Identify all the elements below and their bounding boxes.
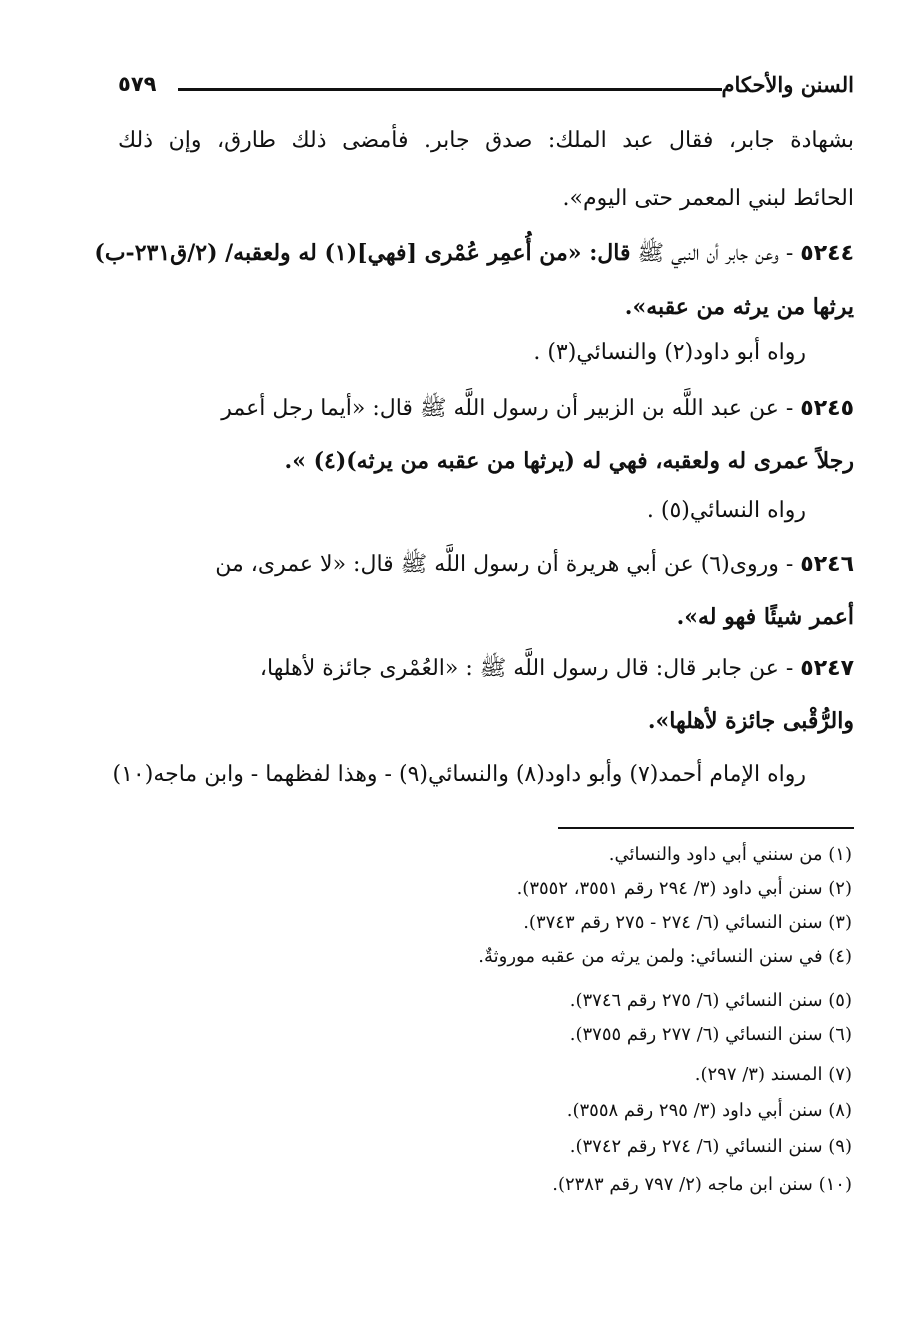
hadith-text: وروى(٦) عن أبي هريرة أن رسول اللَّه ﷺ قال: «لا عمرى، من	[215, 552, 779, 577]
hadith-intro: - وعن جابر أن النبي ﷺ	[637, 241, 794, 266]
hadith-number: ٥٢٤٦	[800, 552, 854, 577]
page-number: ٥٧٩	[118, 72, 157, 96]
footnote: (٩) سنن النسائي (٦/ ٢٧٤ رقم ٣٧٤٢).	[569, 1136, 852, 1157]
footnote: (٣) سنن النسائي (٦/ ٢٧٤ - ٢٧٥ رقم ٣٧٤٣).	[523, 912, 852, 933]
narration-line: رواه النسائي(٥) .	[646, 498, 806, 523]
footnote: (٦) سنن النسائي (٦/ ٢٧٧ رقم ٣٧٥٥).	[569, 1024, 852, 1045]
body-line: رجلاً عمرى له ولعقبه، فهي له (يرثها من عقبه من يرثه)(٤) ».	[284, 448, 854, 474]
hadith-5247-line-1: ٥٢٤٧ - عن جابر قال: قال رسول اللَّه ﷺ : «العُمْرى جائزة لأهلها،	[259, 656, 854, 681]
body-line: والرُّقْبى جائزة لأهلها».	[647, 708, 854, 734]
hadith-text: عن جابر قال: قال رسول اللَّه ﷺ : «العُمْرى جائزة لأهلها،	[259, 656, 779, 681]
body-line: بشهادة جابر، فقال عبد الملك: صدق جابر. فأمضى ذلك طارق، وإن ذلك	[118, 128, 854, 153]
narration-line: رواه الإمام أحمد(٧) وأبو داود(٨) والنسائي(٩) - وهذا لفظهما - وابن ماجه(١٠)	[112, 762, 806, 787]
footnote: (٤) في سنن النسائي: ولمن يرثه من عقبه موروثةٌ.	[478, 946, 852, 967]
narration-line: رواه أبو داود(٢) والنسائي(٣) .	[533, 340, 806, 365]
footnote: (٨) سنن أبي داود (٣/ ٢٩٥ رقم ٣٥٥٨).	[566, 1100, 852, 1121]
footnote: (٧) المسند (٣/ ٢٩٧).	[694, 1064, 852, 1085]
footnote: (٥) سنن النسائي (٦/ ٢٧٥ رقم ٣٧٤٦).	[569, 990, 852, 1011]
hadith-text: عن عبد اللَّه بن الزبير أن رسول اللَّه ﷺ قال: «أيما رجل أعمر	[221, 396, 779, 421]
hadith-5244-line-1	[0, 236, 854, 271]
hadith-5246-line-1: ٥٢٤٦ - وروى(٦) عن أبي هريرة أن رسول اللَّه ﷺ قال: «لا عمرى، من	[215, 552, 854, 577]
running-header	[118, 72, 854, 106]
hadith-number: ٥٢٤٧	[800, 656, 854, 681]
body-line: أعمر شيئًا فهو له».	[676, 604, 854, 630]
footnote: (٢) سنن أبي داود (٣/ ٢٩٤ رقم ٣٥٥١، ٣٥٥٢).	[516, 878, 852, 899]
body-line: يرثها من يرثه من عقبه».	[624, 294, 854, 320]
hadith-number: ٥٢٤٤	[800, 241, 854, 266]
hadith-5245-line-1: ٥٢٤٥ - عن عبد اللَّه بن الزبير أن رسول اللَّه ﷺ قال: «أيما رجل أعمر	[221, 396, 854, 421]
footnote: (١) من سنني أبي داود والنسائي.	[608, 844, 852, 865]
footnote: (١٠) سنن ابن ماجه (٢/ ٧٩٧ رقم ٢٣٨٣).	[552, 1174, 852, 1195]
footnote-separator	[558, 827, 854, 829]
hadith-number: ٥٢٤٥	[800, 396, 854, 421]
body-line: الحائط لبني المعمر حتى اليوم».	[562, 186, 854, 211]
running-title: السنن والأحكام	[721, 72, 854, 97]
hadith-text: قال: «من أُعمِر عُمْرى [فهي](١) له ولعقبه/ (٢/ق٢٣١-ب)	[94, 240, 631, 266]
header-rule	[178, 88, 722, 91]
